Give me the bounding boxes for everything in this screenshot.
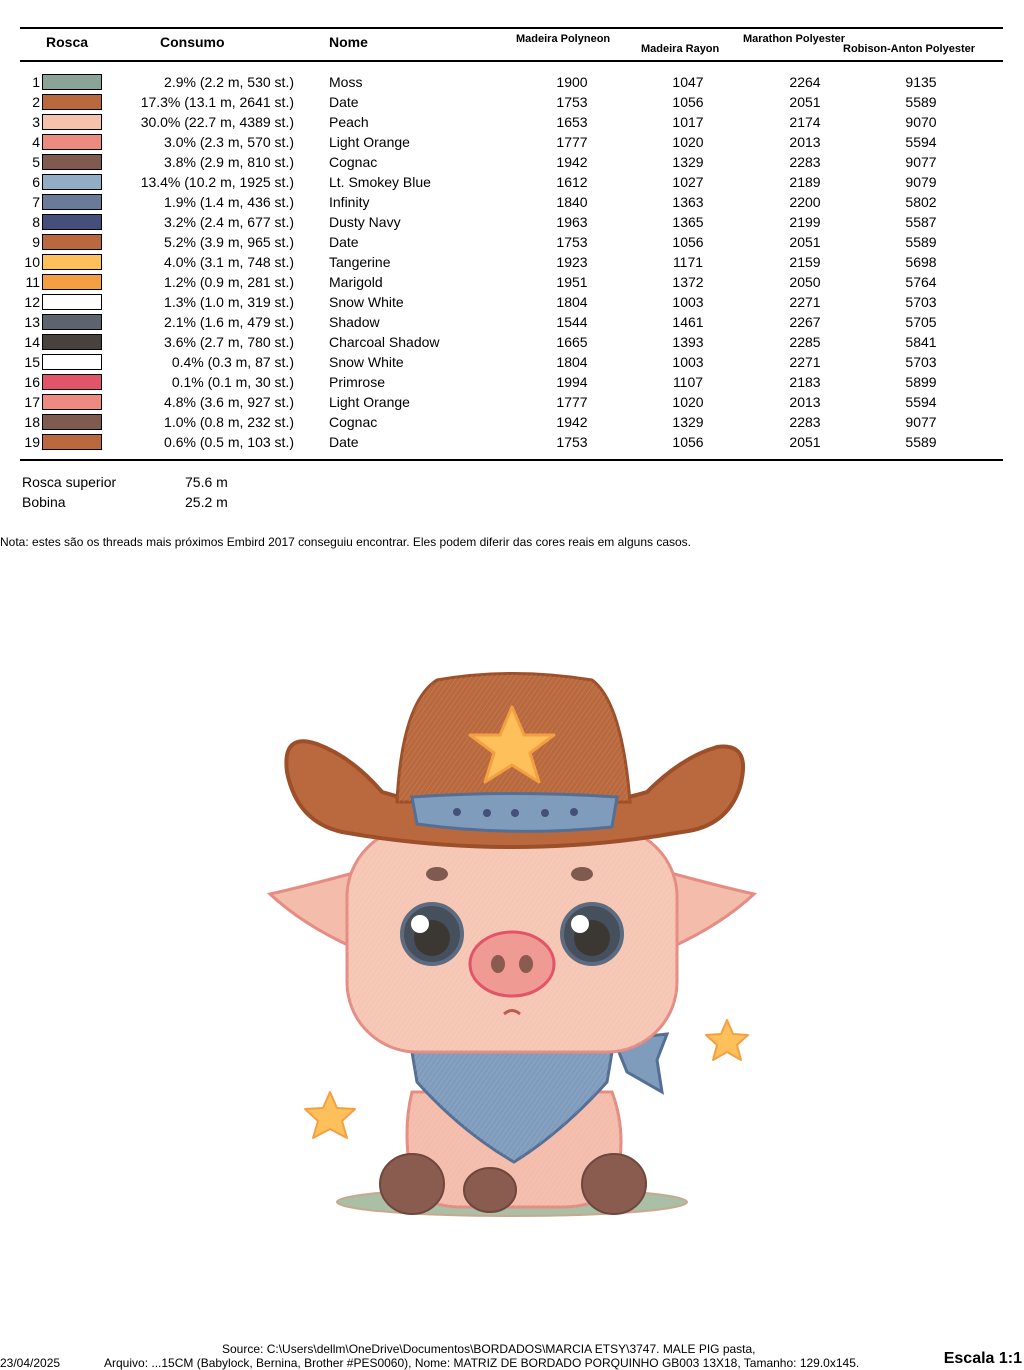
table-row: [0, 132, 1024, 152]
madeira-rayon-code: 1047: [672, 74, 704, 90]
color-swatch: [42, 414, 102, 430]
robison-anton-code: 5899: [905, 374, 937, 390]
color-swatch: [42, 94, 102, 110]
thread-number: 6: [32, 174, 40, 190]
robison-anton-code: 5841: [905, 334, 937, 350]
madeira-rayon-code: 1329: [672, 154, 704, 170]
thread-number: 8: [32, 214, 40, 230]
madeira-rayon-code: 1393: [672, 334, 704, 350]
thread-consumption: 0.6% (0.5 m, 103 st.): [164, 434, 294, 450]
thread-name: Light Orange: [329, 394, 410, 410]
marathon-polyester-code: 2264: [789, 74, 821, 90]
thread-name: Infinity: [329, 194, 370, 210]
rosca-superior-value: 75.6 m: [185, 474, 228, 490]
robison-anton-code: 5764: [905, 274, 937, 290]
table-header-rule: [20, 60, 1003, 62]
thread-consumption: 1.0% (0.8 m, 232 st.): [164, 414, 294, 430]
table-row: [0, 312, 1024, 332]
embroidery-pig-cowboy-illustration: [262, 662, 762, 1222]
thread-name: Moss: [329, 74, 363, 90]
thread-name: Primrose: [329, 374, 386, 390]
thread-name: Marigold: [329, 274, 383, 290]
madeira-rayon-code: 1363: [672, 194, 704, 210]
madeira-rayon-code: 1020: [672, 134, 704, 150]
table-row: [0, 192, 1024, 212]
color-swatch: [42, 294, 102, 310]
marathon-polyester-code: 2199: [789, 214, 821, 230]
thread-number: 4: [32, 134, 40, 150]
thread-consumption: 1.3% (1.0 m, 319 st.): [164, 294, 294, 310]
marathon-polyester-code: 2285: [789, 334, 821, 350]
marathon-polyester-code: 2051: [789, 94, 821, 110]
color-swatch: [42, 314, 102, 330]
thread-number: 16: [24, 374, 40, 390]
thread-name: Light Orange: [329, 134, 410, 150]
thread-number: 3: [32, 114, 40, 130]
color-swatch: [42, 114, 102, 130]
marathon-polyester-code: 2051: [789, 234, 821, 250]
madeira-rayon-code: 1171: [672, 254, 704, 270]
madeira-polyneon-code: 1753: [556, 94, 588, 110]
thread-name: Snow White: [329, 354, 404, 370]
robison-anton-code: 5594: [905, 394, 937, 410]
thread-consumption: 0.4% (0.3 m, 87 st.): [171, 354, 294, 370]
thread-consumption: 30.0% (22.7 m, 4389 st.): [140, 114, 294, 130]
color-swatch: [42, 354, 102, 370]
madeira-polyneon-code: 1777: [556, 394, 588, 410]
table-row: [0, 72, 1024, 92]
marathon-polyester-code: 2283: [789, 154, 821, 170]
thread-name: Cognac: [329, 154, 378, 170]
madeira-polyneon-code: 1994: [556, 374, 588, 390]
marathon-polyester-code: 2159: [789, 254, 821, 270]
table-row: [0, 392, 1024, 412]
table-row: [0, 172, 1024, 192]
thread-number: 17: [24, 394, 40, 410]
thread-note: Nota: estes são os threads mais próximos Embird 2017 conseguiu encontrar. Eles podem diferir das cores reais em alguns casos.: [0, 535, 692, 549]
thread-consumption: 3.0% (2.3 m, 570 st.): [164, 134, 294, 150]
robison-anton-code: 5589: [905, 234, 937, 250]
thread-name: Date: [329, 434, 359, 450]
table-row: [0, 352, 1024, 372]
thread-number: 1: [32, 74, 40, 90]
marathon-polyester-code: 2050: [789, 274, 821, 290]
table-row: [0, 332, 1024, 352]
table-row: [0, 412, 1024, 432]
color-swatch: [42, 174, 102, 190]
marathon-polyester-code: 2283: [789, 414, 821, 430]
footer-source: Source: C:\Users\dellm\OneDrive\Documentos\BORDADOS\MARCIA ETSY\3747. MALE PIG pasta,: [222, 1342, 756, 1356]
robison-anton-code: 5589: [905, 94, 937, 110]
madeira-rayon-code: 1107: [672, 374, 704, 390]
thread-name: Snow White: [329, 294, 404, 310]
thread-number: 2: [32, 94, 40, 110]
madeira-polyneon-code: 1544: [556, 314, 588, 330]
madeira-rayon-code: 1329: [672, 414, 704, 430]
thread-consumption: 1.9% (1.4 m, 436 st.): [164, 194, 294, 210]
table-row: [0, 112, 1024, 132]
thread-consumption: 3.6% (2.7 m, 780 st.): [164, 334, 294, 350]
madeira-polyneon-code: 1804: [556, 354, 588, 370]
marathon-polyester-code: 2013: [789, 394, 821, 410]
color-swatch: [42, 274, 102, 290]
madeira-polyneon-code: 1840: [556, 194, 588, 210]
rosca-superior-label: Rosca superior: [22, 474, 117, 490]
color-swatch: [42, 434, 102, 450]
madeira-rayon-code: 1461: [672, 314, 704, 330]
madeira-polyneon-code: 1942: [556, 414, 588, 430]
table-row: [0, 92, 1024, 112]
robison-anton-code: 9079: [905, 174, 937, 190]
thread-consumption: 2.9% (2.2 m, 530 st.): [164, 74, 294, 90]
robison-anton-code: 9077: [905, 414, 937, 430]
thread-number: 10: [24, 254, 40, 270]
madeira-polyneon-code: 1951: [556, 274, 588, 290]
thread-number: 7: [32, 194, 40, 210]
footer-arquivo: Arquivo: ...15CM (Babylock, Bernina, Brother #PES0060), Nome: MATRIZ DE BORDADO PORQUINHO GB003 13X18, Tamanho: 129.0x145.: [104, 1356, 860, 1370]
table-bottom-rule: [20, 459, 1003, 461]
thread-name: Tangerine: [329, 254, 391, 270]
madeira-rayon-code: 1003: [672, 294, 704, 310]
robison-anton-code: 5594: [905, 134, 937, 150]
madeira-rayon-code: 1056: [672, 434, 704, 450]
thread-consumption: 1.2% (0.9 m, 281 st.): [164, 274, 294, 290]
color-swatch: [42, 254, 102, 270]
thread-consumption: 2.1% (1.6 m, 479 st.): [164, 314, 294, 330]
marathon-polyester-code: 2183: [789, 374, 821, 390]
thread-consumption: 13.4% (10.2 m, 1925 st.): [140, 174, 294, 190]
robison-anton-code: 5587: [905, 214, 937, 230]
madeira-polyneon-code: 1804: [556, 294, 588, 310]
color-swatch: [42, 214, 102, 230]
thread-name: Cognac: [329, 414, 378, 430]
color-swatch: [42, 394, 102, 410]
robison-anton-code: 9135: [905, 74, 937, 90]
marathon-polyester-code: 2200: [789, 194, 821, 210]
robison-anton-code: 5589: [905, 434, 937, 450]
table-top-rule: [20, 27, 1003, 29]
robison-anton-code: 5703: [905, 354, 937, 370]
thread-consumption: 5.2% (3.9 m, 965 st.): [164, 234, 294, 250]
madeira-rayon-code: 1017: [672, 114, 704, 130]
madeira-polyneon-code: 1612: [556, 174, 588, 190]
thread-number: 13: [24, 314, 40, 330]
thread-name: Peach: [329, 114, 369, 130]
thread-name: Date: [329, 94, 359, 110]
table-row: [0, 152, 1024, 172]
color-swatch: [42, 234, 102, 250]
madeira-rayon-code: 1027: [672, 174, 704, 190]
madeira-rayon-code: 1056: [672, 234, 704, 250]
madeira-polyneon-code: 1923: [556, 254, 588, 270]
madeira-polyneon-code: 1963: [556, 214, 588, 230]
robison-anton-code: 9070: [905, 114, 937, 130]
madeira-rayon-code: 1372: [672, 274, 704, 290]
table-row: [0, 292, 1024, 312]
table-row: [0, 272, 1024, 292]
robison-anton-code: 5703: [905, 294, 937, 310]
thread-number: 18: [24, 414, 40, 430]
thread-consumption: 17.3% (13.1 m, 2641 st.): [140, 94, 294, 110]
madeira-polyneon-code: 1900: [556, 74, 588, 90]
bobina-value: 25.2 m: [185, 494, 228, 510]
header-consumo: Consumo: [160, 34, 225, 50]
thread-number: 9: [32, 234, 40, 250]
header-nome: Nome: [329, 34, 368, 50]
table-row: [0, 232, 1024, 252]
color-swatch: [42, 374, 102, 390]
robison-anton-code: 5802: [905, 194, 937, 210]
thread-consumption: 3.8% (2.9 m, 810 st.): [164, 154, 294, 170]
marathon-polyester-code: 2174: [789, 114, 821, 130]
madeira-polyneon-code: 1753: [556, 434, 588, 450]
madeira-rayon-code: 1365: [672, 214, 704, 230]
madeira-polyneon-code: 1777: [556, 134, 588, 150]
color-swatch: [42, 74, 102, 90]
madeira-polyneon-code: 1665: [556, 334, 588, 350]
madeira-rayon-code: 1003: [672, 354, 704, 370]
scale-label: Escala 1:1: [943, 1350, 1022, 1367]
marathon-polyester-code: 2013: [789, 134, 821, 150]
marathon-polyester-code: 2267: [789, 314, 821, 330]
marathon-polyester-code: 2271: [789, 354, 821, 370]
thread-number: 11: [25, 274, 40, 290]
marathon-polyester-code: 2271: [789, 294, 821, 310]
madeira-polyneon-code: 1653: [556, 114, 588, 130]
color-swatch: [42, 134, 102, 150]
robison-anton-code: 5705: [905, 314, 937, 330]
header-madeira-polyneon: Madeira Polyneon: [516, 33, 611, 45]
thread-name: Shadow: [329, 314, 380, 330]
table-row: [0, 212, 1024, 232]
thread-name: Charcoal Shadow: [329, 334, 440, 350]
table-row: [0, 252, 1024, 272]
header-robison-anton-polyester: Robison-Anton Polyester: [843, 43, 976, 55]
thread-consumption: 4.0% (3.1 m, 748 st.): [164, 254, 294, 270]
table-row: [0, 372, 1024, 392]
header-marathon-polyester: Marathon Polyester: [743, 33, 846, 45]
marathon-polyester-code: 2051: [789, 434, 821, 450]
thread-number: 5: [32, 154, 40, 170]
color-swatch: [42, 154, 102, 170]
thread-name: Dusty Navy: [329, 214, 401, 230]
bobina-label: Bobina: [22, 494, 66, 510]
madeira-polyneon-code: 1753: [556, 234, 588, 250]
color-swatch: [42, 334, 102, 350]
thread-number: 19: [24, 434, 40, 450]
robison-anton-code: 5698: [905, 254, 937, 270]
footer-date: 23/04/2025: [0, 1356, 61, 1370]
madeira-rayon-code: 1020: [672, 394, 704, 410]
color-swatch: [42, 194, 102, 210]
thread-consumption: 3.2% (2.4 m, 677 st.): [164, 214, 294, 230]
thread-number: 14: [24, 334, 40, 350]
madeira-rayon-code: 1056: [672, 94, 704, 110]
table-row: [0, 432, 1024, 452]
thread-name: Lt. Smokey Blue: [329, 174, 431, 190]
header-madeira-rayon: Madeira Rayon: [641, 43, 720, 55]
thread-consumption: 4.8% (3.6 m, 927 st.): [164, 394, 294, 410]
madeira-polyneon-code: 1942: [556, 154, 588, 170]
thread-number: 15: [24, 354, 40, 370]
thread-name: Date: [329, 234, 359, 250]
marathon-polyester-code: 2189: [789, 174, 821, 190]
header-rosca: Rosca: [46, 34, 89, 50]
thread-number: 12: [24, 294, 40, 310]
robison-anton-code: 9077: [905, 154, 937, 170]
thread-consumption: 0.1% (0.1 m, 30 st.): [171, 374, 294, 390]
